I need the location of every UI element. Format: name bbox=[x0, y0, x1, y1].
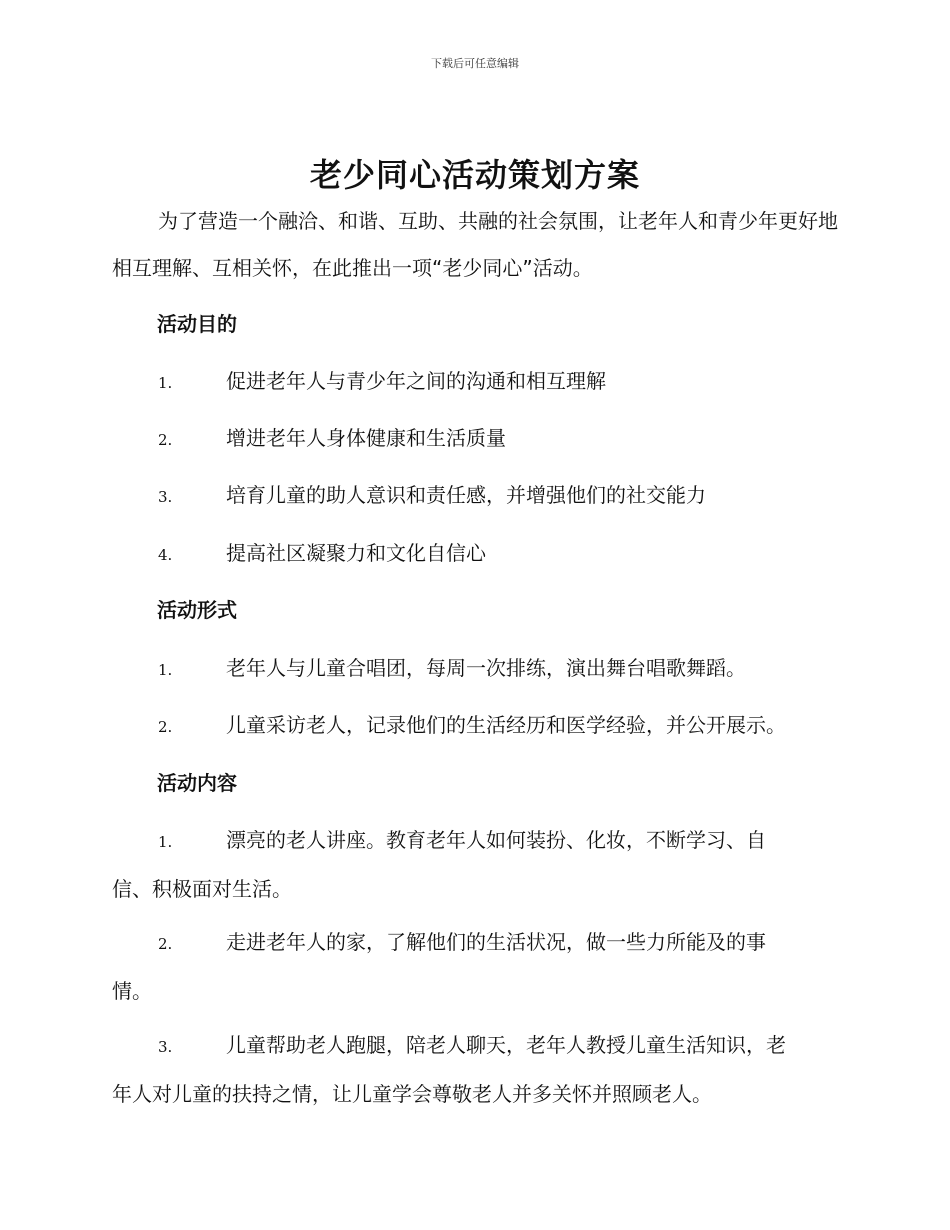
list-item bbox=[112, 919, 838, 1015]
list-item-text: 漂亮的老人讲座。教育老年人如何装扮、化妆，不断学习、自 bbox=[226, 828, 766, 852]
list-item-text: 培育儿童的助人意识和责任感，并增强他们的社交能力 bbox=[226, 483, 706, 507]
list-item-text: 儿童帮助老人跑腿，陪老人聊天，老年人教授儿童生活知识，老 bbox=[226, 1033, 786, 1057]
list-number: 2. bbox=[158, 935, 173, 953]
section-heading-content: 活动内容 bbox=[157, 771, 237, 795]
list-item bbox=[112, 1022, 838, 1118]
list-item bbox=[112, 817, 838, 913]
list-item-text: 提高社区凝聚力和文化自信心 bbox=[226, 541, 486, 565]
list-item bbox=[112, 702, 838, 751]
list-item-text: 儿童采访老人，记录他们的生活经历和医学经验，并公开展示。 bbox=[226, 713, 786, 737]
list-number: 1. bbox=[158, 833, 173, 851]
list-item-line bbox=[112, 919, 838, 968]
list-item bbox=[112, 415, 838, 464]
list-item bbox=[112, 472, 838, 521]
section-heading-purpose: 活动目的 bbox=[157, 312, 237, 336]
list-number: 1. bbox=[158, 374, 173, 392]
list-item-line: 年人对儿童的扶持之情，让儿童学会尊敬老人并多关怀并照顾老人。 bbox=[112, 1082, 712, 1106]
list-item-line bbox=[112, 817, 838, 866]
list-item bbox=[112, 645, 838, 694]
list-item-text: 走进老年人的家，了解他们的生活状况，做一些力所能及的事 bbox=[226, 930, 766, 954]
header-note: 下载后可任意编辑 bbox=[431, 57, 519, 70]
list-item-text: 老年人与儿童合唱团，每周一次排练，演出舞台唱歌舞蹈。 bbox=[226, 656, 746, 680]
list-item-line: 情。 bbox=[112, 979, 152, 1003]
list-item bbox=[112, 358, 838, 407]
list-number: 4. bbox=[158, 546, 173, 564]
list-number: 3. bbox=[158, 488, 173, 506]
list-item-line bbox=[112, 1022, 838, 1071]
list-number: 2. bbox=[158, 718, 173, 736]
list-number: 1. bbox=[158, 661, 173, 679]
page-title: 老少同心活动策划方案 bbox=[309, 156, 640, 194]
list-item-text: 增进老年人身体健康和生活质量 bbox=[226, 426, 506, 450]
list-number: 2. bbox=[158, 431, 173, 449]
section-heading-format: 活动形式 bbox=[157, 598, 237, 622]
list-item-line: 信、积极面对生活。 bbox=[112, 877, 292, 901]
list-number: 3. bbox=[158, 1038, 173, 1056]
intro-paragraph: 为了营造一个融洽、和谐、互助、共融的社会氛围，让老年人和青少年更好地相互理解、互相关怀，在此推出一项“老少同心”活动。 bbox=[112, 209, 838, 280]
list-item bbox=[112, 530, 838, 579]
list-item-text: 促进老年人与青少年之间的沟通和相互理解 bbox=[226, 369, 606, 393]
